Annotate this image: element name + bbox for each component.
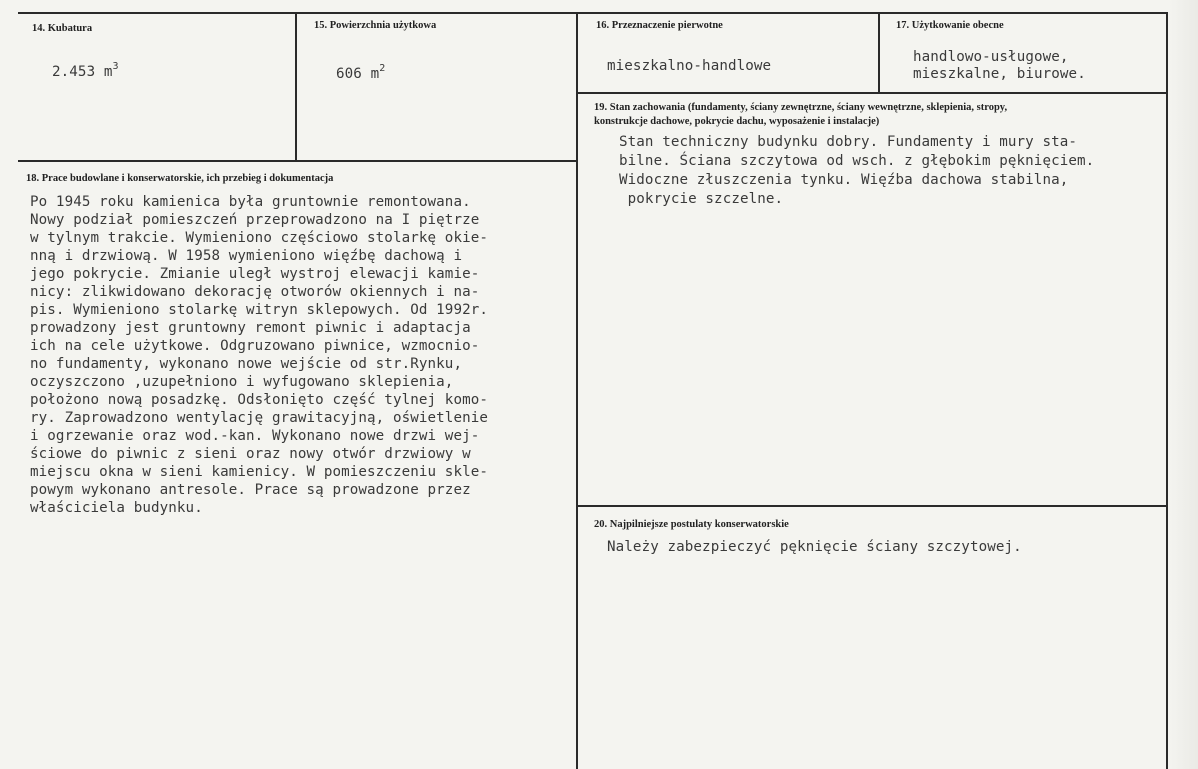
field20-value: Należy zabezpieczyć pęknięcie ściany szczytowej. [607, 539, 1022, 555]
field18-text-line: nicy: zlikwidowano dekorację otworów okiennych i na- [30, 284, 480, 300]
field19-text [619, 133, 1164, 213]
field17-value-line1: handlowo-usługowe, [913, 49, 1069, 65]
field19-text-line: Widoczne złuszczenia tynku. Więźba dachowa stabilna, [619, 172, 1069, 188]
divider-16-17 [878, 12, 880, 92]
rule-under-field17 [578, 92, 1168, 94]
field19-text-line: pokrycie szczelne. [619, 191, 784, 207]
rule-above-field18 [18, 160, 578, 162]
field18-text-line: miejscu okna w sieni kamienicy. W pomieszczeniu skle- [30, 464, 489, 480]
field18-text-line: ry. Zaprowadzono wentylację grawitacyjną, oświetlenie [30, 410, 489, 426]
field18-label: 18. Prace budowlane i konserwatorskie, ich przebieg i dokumentacja [26, 173, 334, 184]
field18-text-line: jego pokrycie. Zmianie uległ wystroj elewacji kamie- [30, 266, 480, 282]
field18-text-line: no fundamenty, wykonano nowe wejście od str.Rynku, [30, 356, 463, 372]
field18-text-line: ściowe do piwnic z sieni oraz nowy otwór drzwiowy w [30, 446, 471, 462]
field18-text-line: pis. Wymieniono stolarkę witryn sklepowych. Od 1992r. [30, 302, 489, 318]
field17-label: 17. Użytkowanie obecne [896, 20, 1004, 31]
divider-14-15 [295, 12, 297, 162]
rule-above-field20 [578, 505, 1168, 507]
field18-text-line: oczyszczono ,uzupełniono i wyfugowano sklepienia, [30, 374, 454, 390]
field15-value: 606 $m^2$ [336, 63, 386, 82]
field19-label-line2: konstrukcje dachowe, pokrycie dachu, wyposażenie i instalacje) [594, 116, 880, 127]
field19-label-line1: 19. Stan zachowania (fundamenty, ściany zewnętrzne, ściany wewnętrzne, sklepienia, stropy, [594, 102, 1008, 113]
field18-text-line: położono nową posadzkę. Odsłonięto część tylnej komo- [30, 392, 489, 408]
top-rule [18, 12, 1168, 14]
field17-value-line2: mieszkalne, biurowe. [913, 66, 1086, 82]
field18-text-line: właściciela budynku. [30, 500, 203, 516]
field18-text [30, 193, 575, 523]
field18-text-line: Po 1945 roku kamienica była gruntownie remontowana. [30, 194, 471, 210]
page-edge-shadow [1168, 0, 1198, 769]
field15-label: 15. Powierzchnia użytkowa [314, 20, 437, 31]
field14-label: 14. Kubatura [32, 23, 93, 34]
field18-text-line: w tylnym trakcie. Wymieniono częściowo stolarkę okie- [30, 230, 489, 246]
field18-text-line: Nowy podział pomieszczeń przeprowadzono na I piętrze [30, 212, 480, 228]
field18-text-line: i ogrzewanie oraz wod.-kan. Wykonano nowe drzwi wej- [30, 428, 480, 444]
field18-text-line: powym wykonano antresole. Prace są prowadzone przez [30, 482, 471, 498]
field16-label: 16. Przeznaczenie pierwotne [596, 20, 723, 31]
divider-center [576, 12, 578, 769]
field18-text-line: prowadzony jest gruntowny remont piwnic i adaptacja [30, 320, 471, 336]
field14-value: 2.453 $m^3$ [52, 61, 119, 80]
field18-text-line: nną i drzwiową. W 1958 wymieniono więźbę dachową i [30, 248, 463, 264]
field18-text-line: ich na cele użytkowe. Odgruzowano piwnice, wzmocnio- [30, 338, 480, 354]
field19-text-line: bilne. Ściana szczytowa od wsch. z głębokim pęknięciem. [619, 153, 1095, 169]
field19-text-line: Stan techniczny budynku dobry. Fundamenty i mury sta- [619, 134, 1078, 150]
field20-label: 20. Najpilniejsze postulaty konserwatorskie [594, 519, 789, 530]
field16-value: mieszkalno-handlowe [607, 58, 772, 74]
